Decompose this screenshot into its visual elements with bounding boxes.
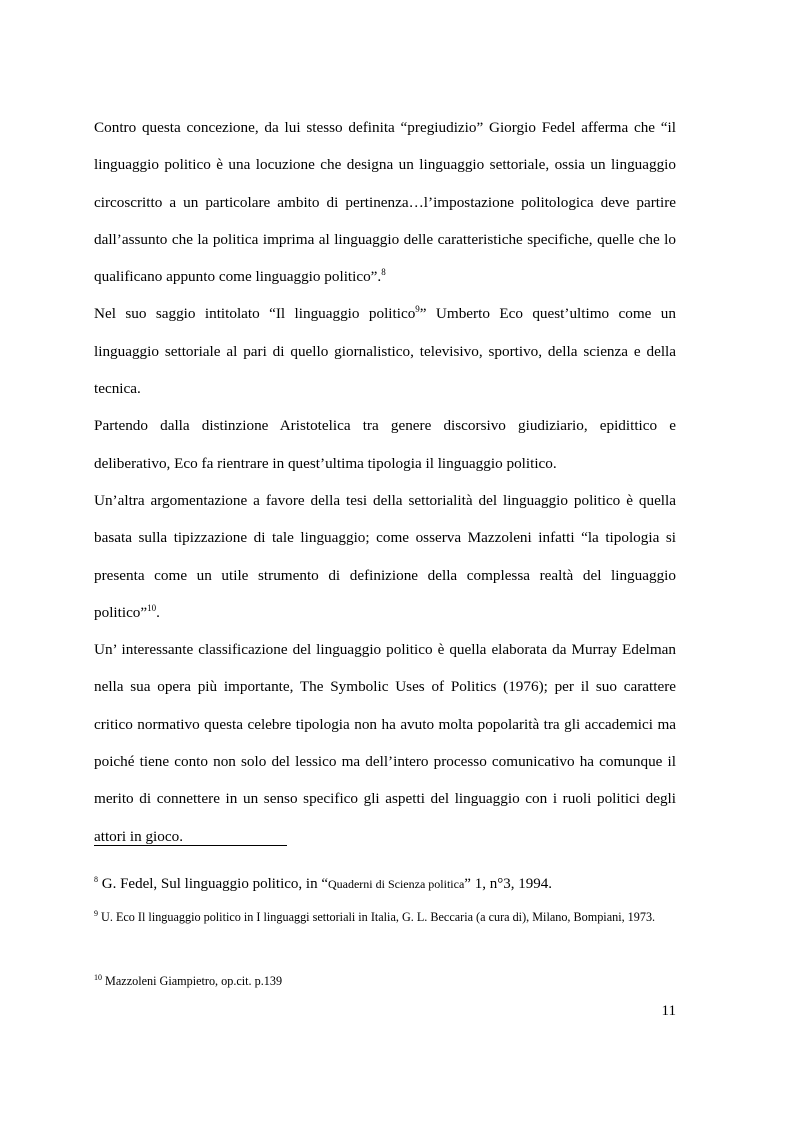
footnote-ref-9: 9 [415,304,420,315]
footnote-9-number: 9 [94,908,98,918]
paragraph-edelman: Un’ interessante classificazione del linguaggio politico è quella elaborata da Murray Edelman nella sua opera più importante, The Symbolic Uses of Politics (1976); per il suo carattere critico normativo questa celebre tipologia non ha avuto molta popolarità tra gli accademici ma poiché tiene conto non solo del lessico ma dell’intero processo comunicativo ha comunque il merito di connettere in un senso specifico gli aspetti del linguaggio con i ruoli politici degli attori in gioco. [94,641,676,845]
footnote-8-journal: Quaderni di Scienza politica [327,877,465,891]
footnote-separator [94,845,287,846]
body-text [94,109,676,855]
paragraph-aristotle: Partendo dalla distinzione Aristotelica tra genere discorsivo giudiziario, epidittico e deliberativo, Eco fa rientrare in quest’ultima tipologia il linguaggio politico. [94,417,676,472]
page-number: 11 [661,1003,676,1019]
footnote-ref-8: 8 [381,267,386,278]
footnote-8 [94,869,676,899]
footnote-10-number: 10 [94,972,102,982]
footnote-9-text: U. Eco Il linguaggio politico in I linguaggi settoriali in Italia, G. L. Beccaria (a cura di), Milano, Bompiani, 1973. [98,910,656,924]
paragraph-eco-text-a: Nel suo saggio intitolato “Il linguaggio politico [94,305,416,323]
paragraph-eco-text-b: ” Umberto Eco quest’ultimo come un linguaggio settoriale al pari di quello giornalistico, televisivo, sportivo, della scienza e della tecnica. [94,305,676,398]
footnote-ref-10: 10 [147,602,157,613]
paragraph-fedel [94,109,676,295]
paragraph-fedel-text: Contro questa concezione, da lui stesso definita “pregiudizio” Giorgio Fedel afferma che “il linguaggio politico è una locuzione che designa un linguaggio settoriale, ossia un linguaggio circoscritto a un particolare ambito di pertinenza…l’impostazione politologica deve partire dall’assunto che la politica imprima al linguaggio delle caratteristiche specifiche, quelle che lo qualificano appunto come linguaggio politico”. [94,119,676,286]
paragraph-mazzoleni-text-a: Un’altra argomentazione a favore della tesi della settorialità del linguaggio politico è quella basata sulla tipizzazione di tale linguaggio; come osserva Mazzoleni infatti “la tipologia si presenta come un utile strumento di definizione della complessa realtà del linguaggio politico” [94,491,676,621]
footnote-8-text-a: G. Fedel, Sul linguaggio politico, in “ [98,876,328,892]
paragraph-mazzoleni-text-b: . [156,603,160,621]
footnote-10-text: Mazzoleni Giampietro, op.cit. p.139 [102,974,283,988]
paragraph-mazzoleni [94,482,676,631]
footnote-9 [94,901,676,934]
footnote-10 [94,966,676,996]
paragraph-eco [94,295,676,407]
footnote-8-number: 8 [94,875,98,884]
footnote-8-text-c: ” 1, n°3, 1994. [464,876,552,892]
